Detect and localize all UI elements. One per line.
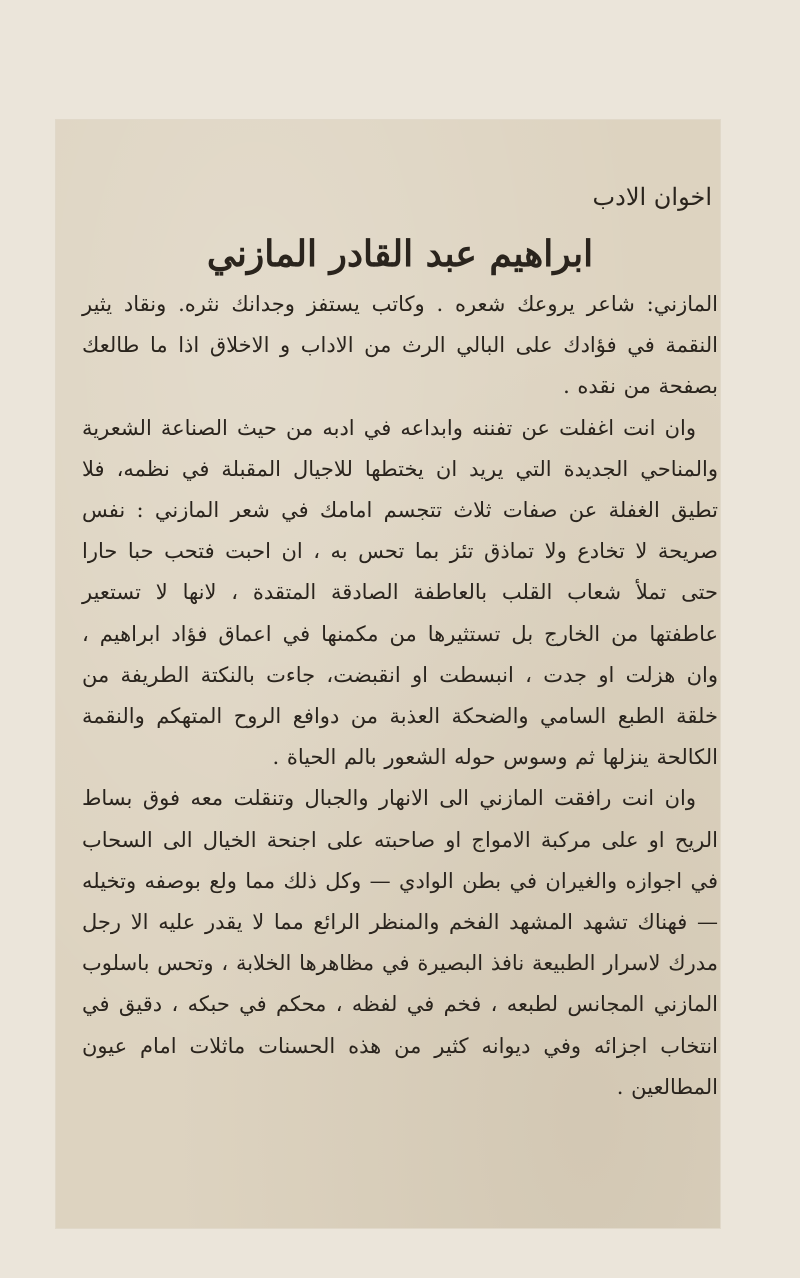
paragraph-3: وان انت رافقت المازني الى الانهار والجبال وتنقلت معه فوق بساط الريح او على مركبة الامواج او صاحبته على اجنحة الخيال الى السحاب في اجوازه والغيران في بطن الوادي — وكل ذلك مما ولع بوصفه وتخيله — فهناك تشهد المشهد الفخم والمنظر الرائع مما لا يقدر عليه الا رجل مدرك لاسرار الطبيعة نافذ البصيرة في مظاهرها الخلابة ، وتحس باسلوب المازني المجانس لطبعه ، فخم في لفظه ، محكم في حبكه ، دقيق في انتخاب اجزائه وفي ديوانه كثير من هذه الحسنات ماثلات امام عيون المطالعين . xyxy=(82,786,718,1099)
paragraph-1: المازني: شاعر يروعك شعره . وكاتب يستفز وجدانك نثره. ونقاد يثير النقمة في فؤادك على البالي الرث من الاداب و الاخلاق اذا ما طالعك بصفحة من نقده . xyxy=(82,292,718,399)
page-title: ابراهيم عبد القادر المازني xyxy=(206,233,594,275)
section-label: اخوان الادب xyxy=(592,183,712,211)
paragraph-2: وان انت اغفلت عن تفننه وابداعه في ادبه من حيث الصناعة الشعرية والمناحي الجديدة التي يريد ان يختطها للاجيال المقبلة في نظمه، فلا تطيق الغفلة عن صفات ثلاث تتجسم امامك في شعر المازني : نفس صريحة لا تخادع ولا تماذق تئز بما تحس به ، ان احبت فتحب حبا حارا حتى تملأ شعاب القلب بالعاطفة الصادقة المتقدة ، لانها لا تستعير عاطفتها من الخارج بل تستثيرها من مكمنها في اعماق فؤاد ابراهيم ، وان هزلت او جدت ، انبسطت او انقبضت، جاءت بالنكتة الطريفة من خلقة الطبع السامي والضحكة العذبة من دوافع الروح المتهكم والنقمة الكالحة ينزلها ثم وسوس حوله الشعور بالم الحياة . xyxy=(82,415,718,770)
page-content xyxy=(82,180,718,1108)
